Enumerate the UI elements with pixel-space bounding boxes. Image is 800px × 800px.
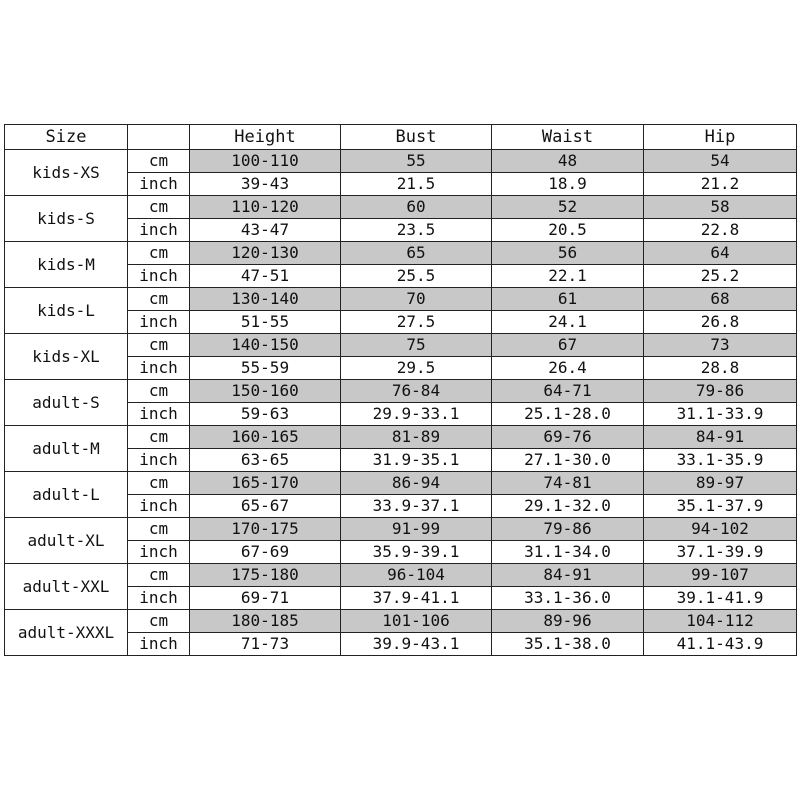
bust-value: 25.5 <box>341 265 492 288</box>
bust-value: 55 <box>341 150 492 173</box>
height-value: 59-63 <box>190 403 341 426</box>
unit-label: cm <box>128 426 190 449</box>
size-label: adult-XXL <box>5 564 128 610</box>
waist-value: 20.5 <box>492 219 644 242</box>
bust-value: 96-104 <box>341 564 492 587</box>
height-value: 63-65 <box>190 449 341 472</box>
bust-value: 23.5 <box>341 219 492 242</box>
waist-value: 52 <box>492 196 644 219</box>
waist-value: 25.1-28.0 <box>492 403 644 426</box>
unit-label: inch <box>128 633 190 656</box>
waist-value: 84-91 <box>492 564 644 587</box>
height-value: 69-71 <box>190 587 341 610</box>
bust-value: 75 <box>341 334 492 357</box>
size-label: adult-XXXL <box>5 610 128 656</box>
waist-value: 35.1-38.0 <box>492 633 644 656</box>
height-value: 180-185 <box>190 610 341 633</box>
size-label: kids-S <box>5 196 128 242</box>
table-row <box>5 426 797 449</box>
height-value: 47-51 <box>190 265 341 288</box>
waist-value: 79-86 <box>492 518 644 541</box>
unit-label: inch <box>128 265 190 288</box>
bust-value: 60 <box>341 196 492 219</box>
height-value: 130-140 <box>190 288 341 311</box>
unit-label: cm <box>128 150 190 173</box>
waist-value: 18.9 <box>492 173 644 196</box>
bust-value: 21.5 <box>341 173 492 196</box>
hip-value: 35.1-37.9 <box>644 495 797 518</box>
bust-value: 39.9-43.1 <box>341 633 492 656</box>
header-bust: Bust <box>341 125 492 150</box>
waist-value: 64-71 <box>492 380 644 403</box>
size-label: kids-M <box>5 242 128 288</box>
size-label: adult-L <box>5 472 128 518</box>
unit-label: cm <box>128 564 190 587</box>
table-row <box>5 196 797 219</box>
bust-value: 29.9-33.1 <box>341 403 492 426</box>
size-chart-container <box>4 124 796 656</box>
size-chart-table <box>4 124 797 656</box>
size-chart-body <box>5 150 797 656</box>
header-row <box>5 125 797 150</box>
unit-label: inch <box>128 357 190 380</box>
hip-value: 68 <box>644 288 797 311</box>
bust-value: 27.5 <box>341 311 492 334</box>
bust-value: 81-89 <box>341 426 492 449</box>
height-value: 100-110 <box>190 150 341 173</box>
waist-value: 26.4 <box>492 357 644 380</box>
table-row <box>5 150 797 173</box>
waist-value: 56 <box>492 242 644 265</box>
height-value: 51-55 <box>190 311 341 334</box>
bust-value: 29.5 <box>341 357 492 380</box>
waist-value: 48 <box>492 150 644 173</box>
unit-label: cm <box>128 196 190 219</box>
table-row <box>5 334 797 357</box>
height-value: 43-47 <box>190 219 341 242</box>
header-hip: Hip <box>644 125 797 150</box>
bust-value: 70 <box>341 288 492 311</box>
height-value: 39-43 <box>190 173 341 196</box>
bust-value: 33.9-37.1 <box>341 495 492 518</box>
table-row <box>5 472 797 495</box>
hip-value: 84-91 <box>644 426 797 449</box>
hip-value: 64 <box>644 242 797 265</box>
unit-label: cm <box>128 334 190 357</box>
hip-value: 73 <box>644 334 797 357</box>
unit-label: cm <box>128 288 190 311</box>
bust-value: 37.9-41.1 <box>341 587 492 610</box>
hip-value: 79-86 <box>644 380 797 403</box>
header-waist: Waist <box>492 125 644 150</box>
height-value: 160-165 <box>190 426 341 449</box>
header-unit <box>128 125 190 150</box>
size-label: adult-S <box>5 380 128 426</box>
bust-value: 76-84 <box>341 380 492 403</box>
size-label: adult-XL <box>5 518 128 564</box>
waist-value: 61 <box>492 288 644 311</box>
size-label: kids-XS <box>5 150 128 196</box>
bust-value: 65 <box>341 242 492 265</box>
height-value: 175-180 <box>190 564 341 587</box>
bust-value: 35.9-39.1 <box>341 541 492 564</box>
size-label: adult-M <box>5 426 128 472</box>
waist-value: 31.1-34.0 <box>492 541 644 564</box>
hip-value: 37.1-39.9 <box>644 541 797 564</box>
waist-value: 89-96 <box>492 610 644 633</box>
height-value: 71-73 <box>190 633 341 656</box>
unit-label: inch <box>128 173 190 196</box>
header-height: Height <box>190 125 341 150</box>
size-label: kids-L <box>5 288 128 334</box>
hip-value: 94-102 <box>644 518 797 541</box>
hip-value: 54 <box>644 150 797 173</box>
table-row <box>5 564 797 587</box>
size-label: kids-XL <box>5 334 128 380</box>
hip-value: 22.8 <box>644 219 797 242</box>
hip-value: 25.2 <box>644 265 797 288</box>
hip-value: 39.1-41.9 <box>644 587 797 610</box>
height-value: 165-170 <box>190 472 341 495</box>
bust-value: 91-99 <box>341 518 492 541</box>
table-row <box>5 610 797 633</box>
unit-label: inch <box>128 541 190 564</box>
bust-value: 86-94 <box>341 472 492 495</box>
height-value: 110-120 <box>190 196 341 219</box>
unit-label: cm <box>128 380 190 403</box>
height-value: 65-67 <box>190 495 341 518</box>
hip-value: 31.1-33.9 <box>644 403 797 426</box>
unit-label: inch <box>128 495 190 518</box>
hip-value: 99-107 <box>644 564 797 587</box>
waist-value: 29.1-32.0 <box>492 495 644 518</box>
hip-value: 33.1-35.9 <box>644 449 797 472</box>
height-value: 150-160 <box>190 380 341 403</box>
table-row <box>5 288 797 311</box>
height-value: 120-130 <box>190 242 341 265</box>
hip-value: 28.8 <box>644 357 797 380</box>
hip-value: 26.8 <box>644 311 797 334</box>
header-size: Size <box>5 125 128 150</box>
unit-label: inch <box>128 219 190 242</box>
height-value: 67-69 <box>190 541 341 564</box>
unit-label: inch <box>128 311 190 334</box>
unit-label: cm <box>128 518 190 541</box>
table-row <box>5 242 797 265</box>
waist-value: 33.1-36.0 <box>492 587 644 610</box>
hip-value: 89-97 <box>644 472 797 495</box>
waist-value: 22.1 <box>492 265 644 288</box>
waist-value: 74-81 <box>492 472 644 495</box>
waist-value: 27.1-30.0 <box>492 449 644 472</box>
table-row <box>5 380 797 403</box>
hip-value: 104-112 <box>644 610 797 633</box>
bust-value: 101-106 <box>341 610 492 633</box>
bust-value: 31.9-35.1 <box>341 449 492 472</box>
hip-value: 21.2 <box>644 173 797 196</box>
waist-value: 69-76 <box>492 426 644 449</box>
unit-label: cm <box>128 472 190 495</box>
hip-value: 41.1-43.9 <box>644 633 797 656</box>
unit-label: inch <box>128 449 190 472</box>
waist-value: 24.1 <box>492 311 644 334</box>
height-value: 55-59 <box>190 357 341 380</box>
unit-label: cm <box>128 242 190 265</box>
waist-value: 67 <box>492 334 644 357</box>
hip-value: 58 <box>644 196 797 219</box>
unit-label: inch <box>128 403 190 426</box>
height-value: 170-175 <box>190 518 341 541</box>
height-value: 140-150 <box>190 334 341 357</box>
unit-label: inch <box>128 587 190 610</box>
unit-label: cm <box>128 610 190 633</box>
table-row <box>5 518 797 541</box>
